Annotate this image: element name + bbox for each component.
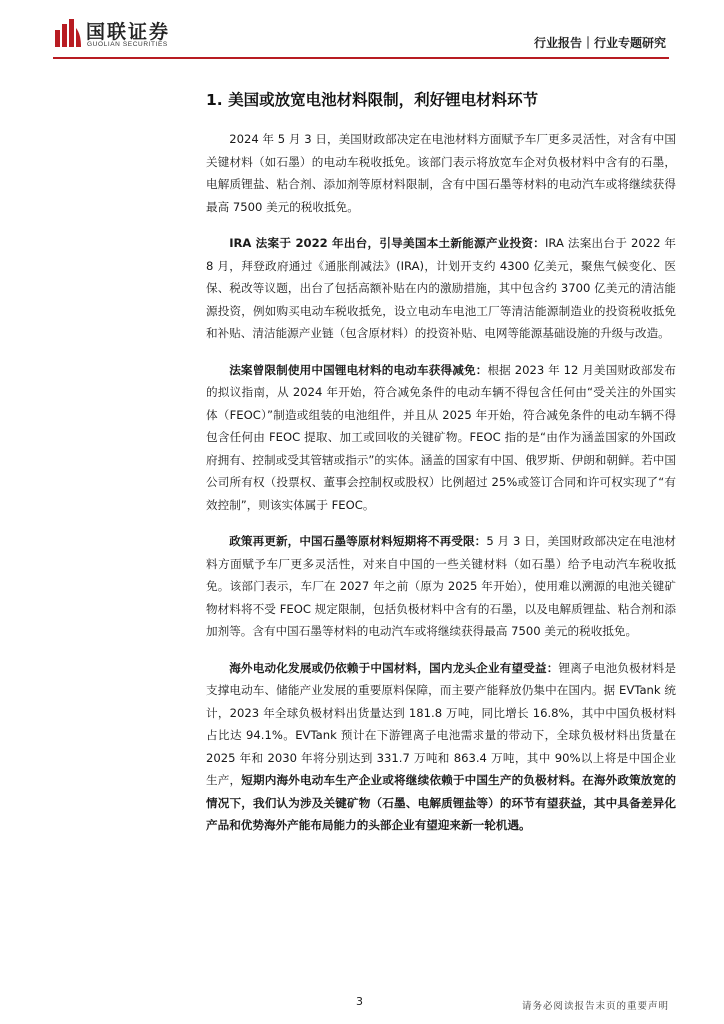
- page-number: 3: [356, 995, 363, 1008]
- paragraph-3: [206, 359, 676, 517]
- paragraph-2: [206, 232, 676, 345]
- paragraph-lead: IRA 法案于 2022 年出台，引导美国本土新能源产业投资：: [229, 236, 546, 250]
- main-content: [206, 88, 676, 851]
- paragraph-body: 锂离子电池负极材料是支撑电动车、储能产业发展的重要原料保障，而主要产能释放仍集中在国内。据 EVTank 统计，2023 年全球负极材料出货量达到 181.8 万吨，同比增长 16.8%，其中中国负极材料占比达 94.1%。EVTank 预计在下游锂离子电池需求量的带动下，全球负极材料出货量在 2025 年和 2030 年将分别达到 331.7 万吨和 863.4 万吨，其中 90%以上将是中国企业生产，: [206, 660, 676, 787]
- section-title: 1. 美国或放宽电池材料限制，利好锂电材料环节: [206, 91, 539, 109]
- logo-text-en: GUOLIAN SECURITIES: [87, 41, 168, 48]
- page-header: [0, 0, 724, 64]
- page-footer: [0, 990, 724, 1024]
- paragraph-body: IRA 法案出台于 2022 年 8 月，拜登政府通过《通胀削减法》(IRA)，计划开支约 4300 亿美元，聚焦气候变化、医保、税改等议题，出台了包括高额补贴在内的激励措施，其中包含约 3700 亿美元的清洁能源投资，例如购买电动车税收抵免，设立电动车电池工厂等清洁能源制造业的投资税收抵免和补贴、清洁能源产业链（包含原材料）的投资补贴、电网等能源基础设施的升级与改造。: [206, 236, 676, 340]
- paragraph-4: [206, 530, 676, 643]
- paragraph-lead: 政策再更新，中国石墨等原材料短期将不再受限：: [229, 534, 487, 548]
- logo-mark-icon: [53, 16, 83, 50]
- report-type-label: 行业报告｜行业专题研究: [533, 36, 666, 50]
- company-logo: [53, 16, 193, 52]
- paragraph-conclusion: 短期内海外电动车生产企业或将继续依赖于中国生产的负极材料。在海外政策放宽的情况下，我们认为涉及关键矿物（石墨、电解质锂盐等）的环节有望获益，其中具备差异化产品和优势海外产能布局能力的头部企业有望迎来新一轮机遇。: [206, 773, 676, 832]
- paragraph-body: 5 月 3 日，美国财政部决定在电池材料方面赋予车厂更多灵活性，对来自中国的一些关键材料（如石墨）给予电动汽车税收抵免。该部门表示，车厂在 2027 年之前（原为 2025 年开始），使用难以溯源的电池关键矿物材料将不受 FEOC 规定限制，包括负极材料中含有的石墨，以及电解质锂盐、粘合剂和添加剂等。含有中国石墨等材料的电动汽车或将继续获得最高 7500 美元的税收抵免。: [206, 534, 676, 638]
- paragraph-body: 根据 2023 年 12 月美国财政部发布的拟议指南，从 2024 年开始，符合减免条件的电动车辆不得包含任何由“受关注的外国实体（FEOC）”制造或组装的电池组件，并且从 2025 年开始，符合减免条件的电动车辆不得包含任何由 FEOC 提取、加工或回收的关键矿物。FEOC 指的是“由作为涵盖国家的外国政府拥有、控制或受其管辖或指示”的实体。涵盖的国家有中国、俄罗斯、伊朗和朝鲜。若中国公司所有权（投票权、董事会控制权或股权）比例超过 25%或签订合同和许可权实现了“有效控制”，则该实体属于 FEOC。: [206, 362, 676, 512]
- header-divider: [53, 57, 669, 59]
- paragraph-lead: 法案曾限制使用中国锂电材料的电动车获得减免：: [229, 362, 488, 377]
- paragraph-5: [206, 657, 676, 837]
- paragraph-lead: 海外电动化发展或仍依赖于中国材料，国内龙头企业有望受益：: [229, 660, 559, 675]
- paragraph-1: 2024 年 5 月 3 日，美国财政部决定在电池材料方面赋予车厂更多灵活性，对含有中国关键材料（如石墨）的电动车税收抵免。该部门表示将放宽车企对负极材料中含有的石墨，电解质锂盐、粘合剂、添加剂等原材料限制，含有中国石墨等材料的电动汽车或将继续获得最高 7500 美元的税收抵免。: [206, 132, 676, 214]
- logo-text-cn: 国联证券: [86, 21, 171, 43]
- disclaimer-note: 请务必阅读报告末页的重要声明: [521, 1001, 669, 1012]
